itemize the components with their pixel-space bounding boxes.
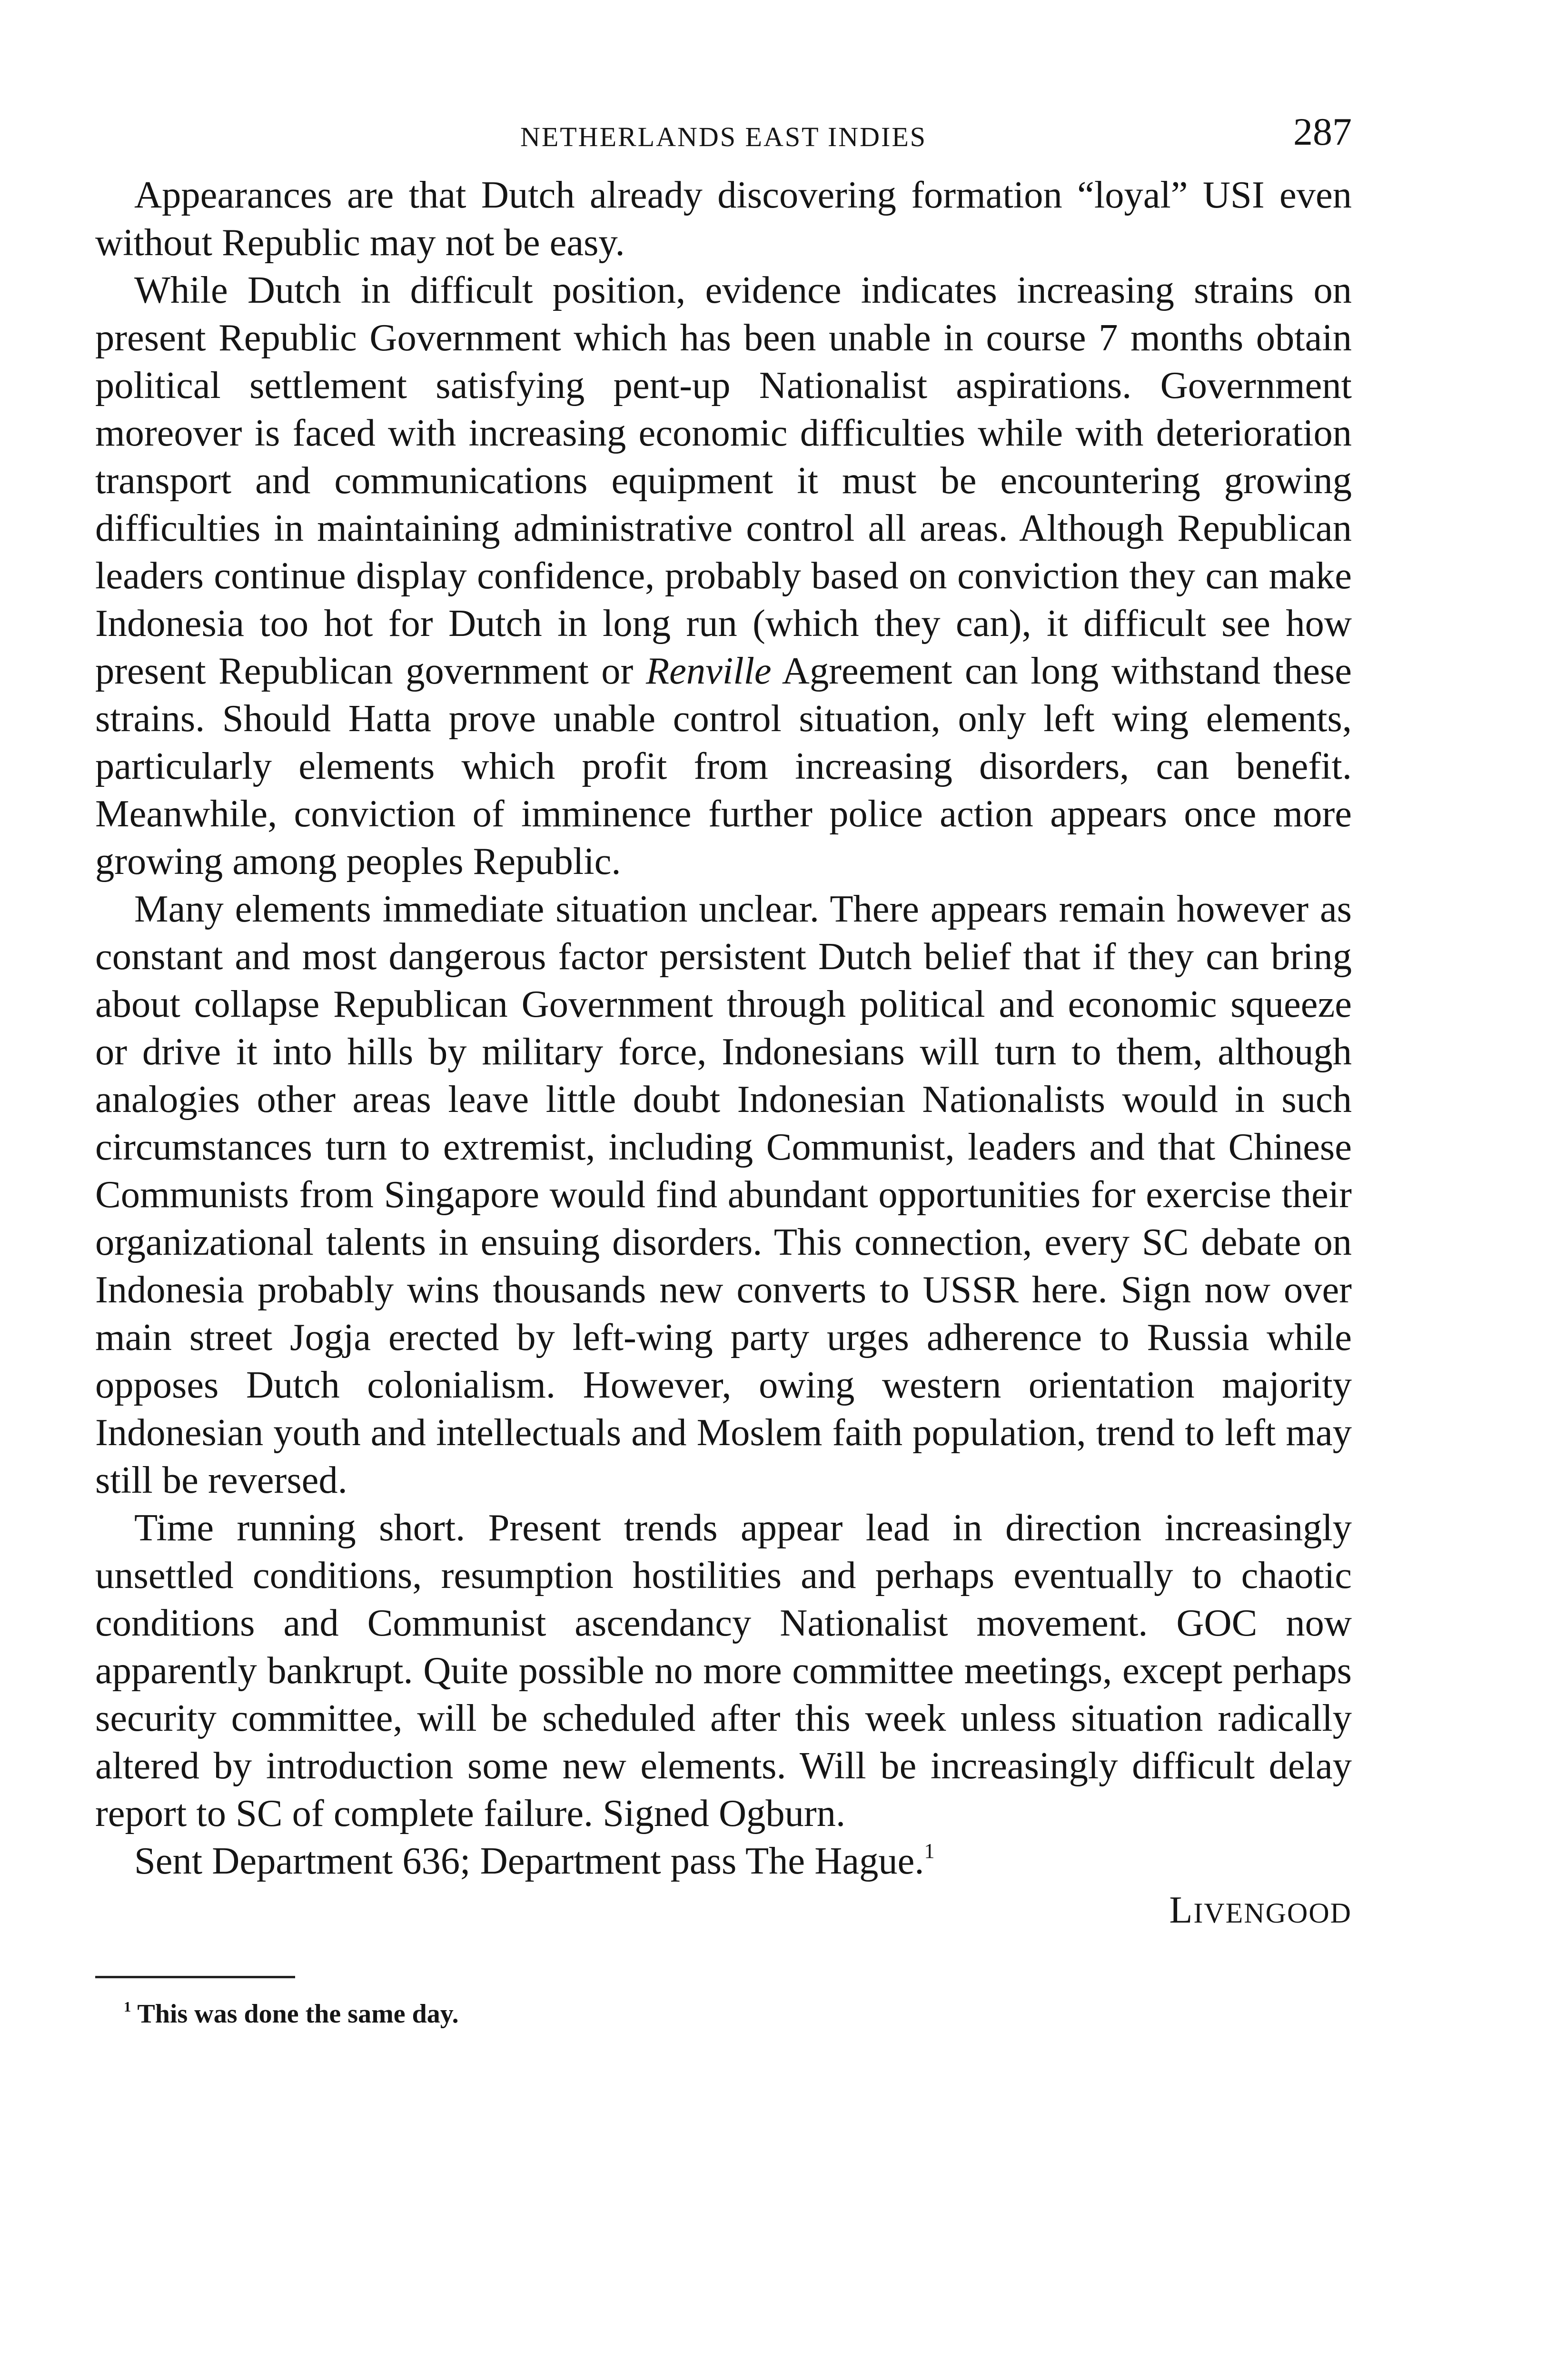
footnote-marker: 1 <box>124 1998 131 2015</box>
signature <box>95 1889 1352 1932</box>
page-number: 287 <box>1293 110 1352 153</box>
paragraph-3: Many elements immediate situation unclear. There appears remain however as constant and most dangerous factor persistent Dutch belief that if they can bring about collapse Republican Government through political and economic squeeze or drive it into hills by military force, Indonesians will turn to them, although analogies other areas leave little doubt Indonesian Nationalists would in such circumstances turn to extremist, including Communist, leaders and that Chinese Communists from Singapore would find abundant opportunities for exercise their organizational talents in ensuing disorders. This connection, every SC debate on Indonesia probably wins thousands new converts to USSR here. Sign now over main street Jogja erected by left-wing party urges adherence to Russia while opposes Dutch colonialism. However, owing western orientation majority Indonesian youth and intellectuals and Moslem faith population, trend to left may still be reversed. <box>95 888 1352 1501</box>
footnote-rule <box>95 1976 295 1978</box>
renville-italic: Renville <box>645 650 772 692</box>
paragraph-2 <box>95 267 1352 885</box>
footnote-text: This was done the same day. <box>137 1999 459 2029</box>
body-text <box>95 171 1352 1885</box>
footnote-reference: 1 <box>924 1839 935 1863</box>
paragraph-1: Appearances are that Dutch already discovering formation “loyal” USI even without Republic may not be easy. <box>95 174 1352 264</box>
paragraph-2-text-a: While Dutch in difficult position, evidence indicates increasing strains on present Republic Government which has been unable in course 7 months obtain political settlement satisfying pent-up Nationalist aspirations. Government moreover is faced with increasing economic difficulties while with deterioration transport and communications equipment it must be encountering growing difficulties in maintaining administrative control all areas. Although Republican leaders continue display confidence, probably based on conviction they can make Indonesia too hot for Dutch in long run (which they can), it difficult see how present Republican government or <box>95 269 1352 692</box>
paragraph-4: Time running short. Present trends appear lead in direction increasingly unsettled conditions, resumption hostilities and perhaps eventually to chaotic conditions and Communist ascendancy Nationalist movement. GOC now apparently bankrupt. Quite possible no more committee meetings, except perhaps security committee, will be scheduled after this week unless situation radically altered by introduction some new elements. Will be increasingly difficult delay report to SC of complete failure. Signed Ogburn. <box>95 1507 1352 1835</box>
footnote <box>124 1997 1352 2031</box>
paragraph-5-text: Sent Department 636; Department pass The Hague. <box>134 1840 924 1882</box>
signature-rest: IVENGOOD <box>1193 1897 1352 1929</box>
page-header <box>95 109 1352 171</box>
paragraph-2-text-b: Agreement can long withstand these strains. Should Hatta prove unable control situation, only left wing elements, particularly elements which profit from increasing disorders, can benefit. Meanwhile, conviction of imminence further police action appears once more growing among peoples Republic. <box>95 650 1352 883</box>
document-page <box>95 109 1352 2031</box>
paragraph-5 <box>95 1837 1352 1885</box>
running-head: NETHERLANDS EAST INDIES <box>520 121 927 152</box>
signature-initial: L <box>1169 1889 1194 1931</box>
